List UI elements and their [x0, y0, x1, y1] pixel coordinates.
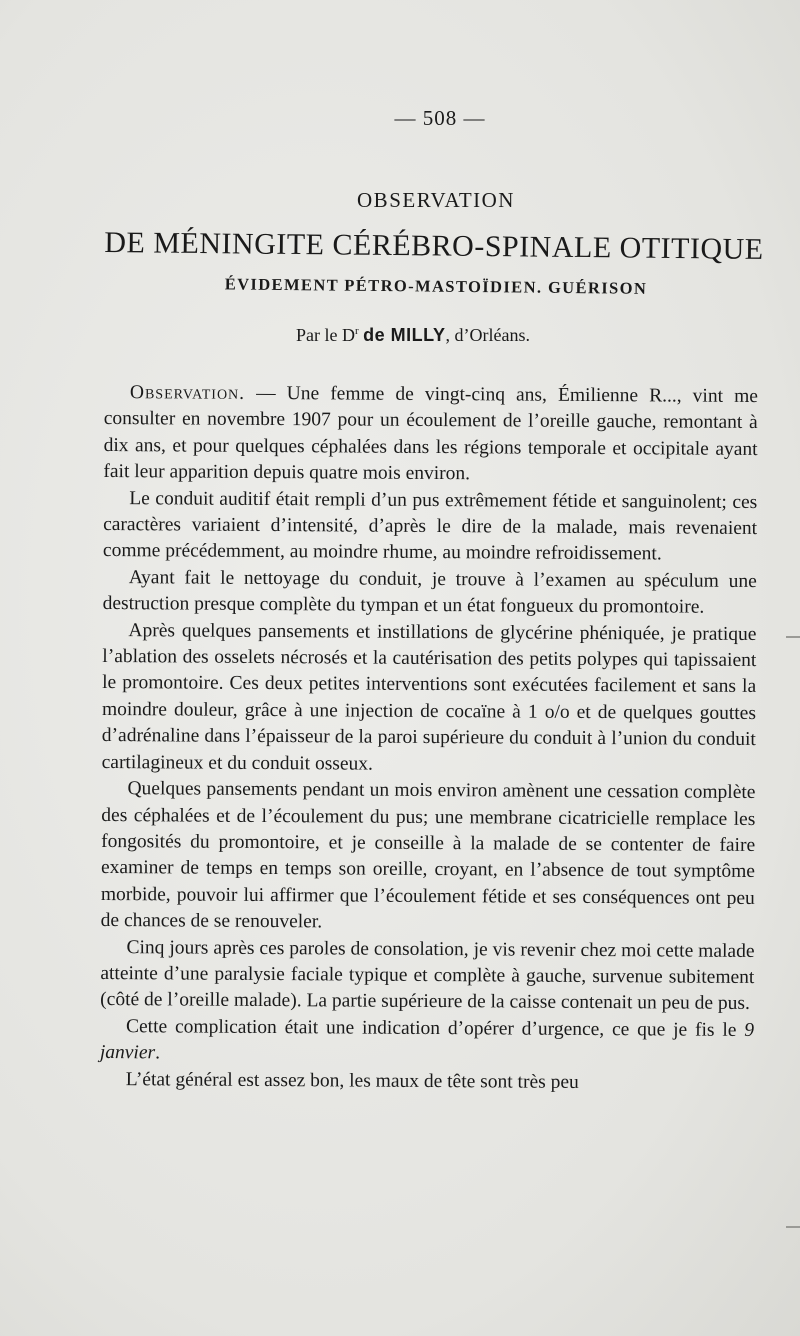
lead-label: Observation. — [129, 382, 246, 404]
paragraph-3: Ayant fait le nettoyage du conduit, je trouve à l’examen au spéculum une destruction presque complète du tympan et un état fongueux du promontoire. — [102, 566, 757, 618]
author-name: de MILLY — [363, 325, 446, 345]
margin-mark — [786, 636, 800, 638]
article-kicker: OBSERVATION — [357, 188, 515, 212]
paragraph-7-start: Cette complication était une indication d’opérer d’urgence, ce que je fis le — [125, 1015, 737, 1041]
byline-dr-superscript: r — [354, 325, 359, 337]
paragraph-4: Après quelques pansements et instillations de glycérine phéniquée, je pratique l’ablation des osselets nécrosés et la cautérisation des petits polypes qui tapissaient le promontoire. Ces deux petites interventions sont exécutées facilement et sans la moindre douleur, grâce à une injection de cocaïne à 1 o/o et de quelques gouttes d’adrénaline dans l’épaisseur de la paroi supérieure du conduit à l’union du conduit cartilagineux et du conduit osseux. — [101, 619, 757, 775]
paragraph-1 — [103, 380, 758, 490]
author-byline — [296, 325, 530, 346]
paragraph-6: Cinq jours après ces paroles de consolation, je vis revenir chez moi cette malade atteinte d’une paralysie faciale typique et complète à gauche, survenue subitement (côté de l’oreille malade). La partie supérieure de la caisse contenait un peu de pus. — [100, 936, 755, 1015]
paragraph-1-text: — Une femme de vingt-cinq ans, Émilienne R..., vint me consulter en novembre 1907 pour un écoulement de l’oreille gauche, remontant à dix ans, et pour quelques céphalées dans les régions temporale et occipitale ayant fait leur apparition depuis quatre mois environ. — [103, 382, 758, 485]
article-title: DE MÉNINGITE CÉRÉBRO-SPINALE OTITIQUE — [104, 226, 764, 266]
paragraph-7-end: . — [155, 1042, 161, 1064]
paragraph-2: Le conduit auditif était rempli d’un pus extrêmement fétide et sanguinolent; ces caractères variaient d’intensité, d’après le dire de la malade, mais revenaient comme précédemment, au moindre rhume, au moindre refroidissement. — [102, 487, 758, 565]
article-body — [100, 380, 758, 1097]
article-subtitle: ÉVIDEMENT PÉTRO-MASTOÏDIEN. GUÉRISON — [224, 274, 648, 298]
paragraph-7-date: 9 janvier — [99, 1019, 755, 1064]
byline-prefix: Par le D — [296, 325, 355, 345]
byline-suffix: , d’Orléans. — [445, 325, 530, 345]
paragraph-5: Quelques pansements pendant un mois environ amènent une cessation complète des céphalées et de l’écoulement du pus; une membrane cicatricielle remplace les fongosités du promontoire, et je conseille à la malade de se contenter de faire examiner de temps en temps son oreille, croyant, en l’absence de tout symptôme morbide, pouvoir lui affirmer que l’écoulement fétide et ses conséquences ont peu de chances de se renouveler. — [100, 778, 756, 933]
paragraph-8: L’état général est assez bon, les maux de tête sont très peu — [125, 1068, 579, 1093]
paragraph-7 — [100, 1014, 754, 1071]
page-number: — 508 — — [394, 106, 486, 130]
margin-mark — [786, 1226, 800, 1228]
